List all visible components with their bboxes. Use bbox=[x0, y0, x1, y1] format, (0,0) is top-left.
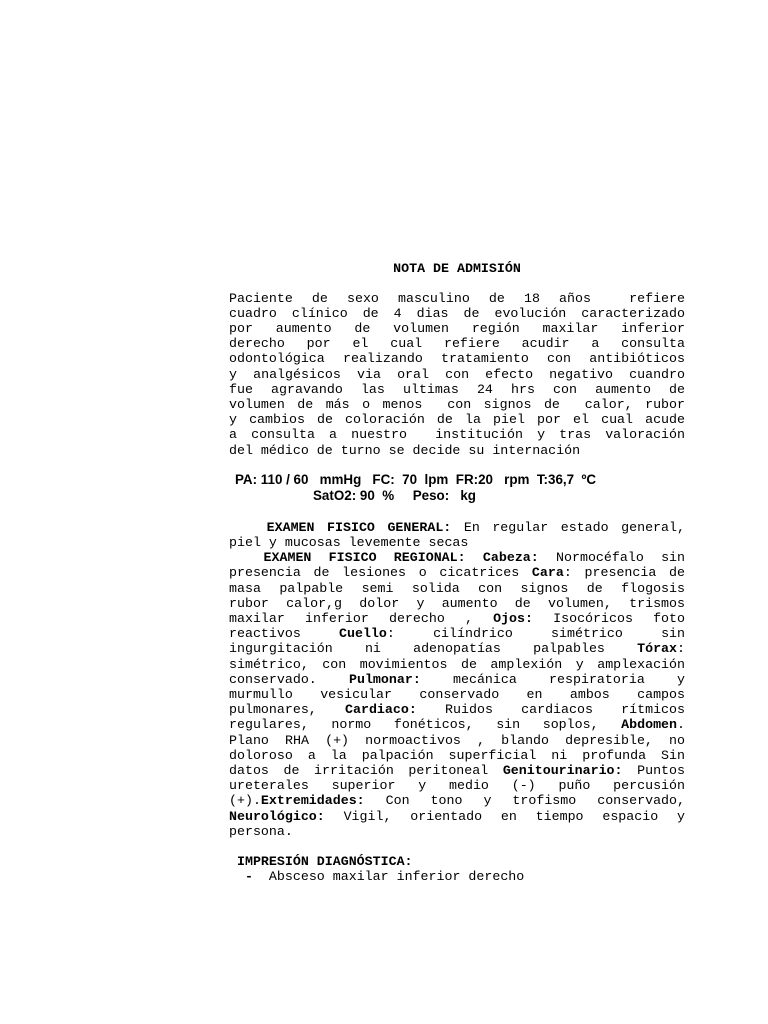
vital-signs-row-1: PA: 110 / 60 mmHg FC: 70 lpm FR:20 rpm T:36,7 ºC bbox=[235, 471, 597, 487]
exam-regional-line bbox=[229, 550, 685, 565]
neurologico-label: Neurológico: bbox=[229, 808, 325, 824]
impression-item bbox=[229, 869, 685, 884]
exam-line bbox=[229, 702, 685, 717]
exam-text: pulmonares, bbox=[229, 702, 345, 718]
history-line: volumen de más o menos con signos de calor, rubor bbox=[229, 397, 685, 413]
exam-text: maxilar inferior derecho , bbox=[229, 611, 494, 627]
cuello-text: : cilíndrico simétrico sin bbox=[386, 626, 686, 642]
torax-label: Tórax bbox=[637, 641, 678, 657]
neurologico-text: Vigil, orientado en tiempo espacio y bbox=[324, 808, 685, 824]
cara-label: Cara bbox=[531, 565, 564, 581]
cardiaco-label: Cardiaco: bbox=[345, 702, 417, 718]
exam-text: ingurgitación ni adenopatías palpables bbox=[229, 641, 638, 657]
exam-text: reactivos bbox=[229, 626, 340, 642]
abdomen-text: . bbox=[677, 717, 685, 733]
exam-line bbox=[229, 626, 685, 641]
exam-line: doloroso a la palpación superficial ni profunda Sin bbox=[229, 747, 685, 763]
history-line: por aumento de volumen región maxilar inferior bbox=[229, 321, 685, 336]
cabeza-text: Normocéfalo sin bbox=[538, 550, 686, 566]
abdomen-label: Abdomen bbox=[621, 717, 678, 733]
cardiaco-text: Ruidos cardiacos rítmicos bbox=[416, 702, 685, 718]
exam-text: datos de irritación peritoneal bbox=[229, 763, 503, 779]
exam-general-line bbox=[229, 520, 685, 535]
genitourinario-text: Puntos bbox=[622, 763, 685, 779]
exam-line: persona. bbox=[229, 823, 293, 839]
bullet-dash: - bbox=[244, 869, 253, 885]
exam-line: ureterales superior y medio (-) puño percusión bbox=[229, 778, 685, 794]
genitourinario-label: Genitourinario: bbox=[502, 763, 623, 779]
torax-text: : bbox=[677, 641, 685, 657]
exam-text: (+). bbox=[229, 793, 261, 809]
exam-line: piel y mucosas levemente secas bbox=[229, 535, 469, 551]
exam-line bbox=[229, 611, 685, 626]
exam-general-label: EXAMEN FISICO GENERAL: bbox=[266, 519, 452, 535]
exam-text: conservado. bbox=[229, 671, 349, 687]
exam-line: masa palpable semi solida con signos de flogosis bbox=[229, 580, 685, 596]
cara-text: : presencia de bbox=[563, 565, 686, 581]
history-line: y cambios de coloración de la piel por el cual acude bbox=[229, 412, 685, 428]
cabeza-label: Cabeza: bbox=[482, 550, 539, 566]
exam-line bbox=[229, 565, 685, 580]
history-line: del médico de turno se decide su internación bbox=[229, 442, 581, 458]
exam-line bbox=[229, 793, 685, 808]
history-line: a consulta a nuestro institución y tras valoración bbox=[229, 427, 685, 443]
exam-line: rubor calor,g dolor y aumento de volumen, trismos bbox=[229, 595, 685, 611]
exam-text: presencia de lesiones o cicatrices bbox=[229, 565, 532, 581]
history-line: derecho por el cual refiere acudir a consulta bbox=[229, 336, 685, 352]
exam-line bbox=[229, 672, 685, 687]
diagnostic-impression bbox=[229, 854, 685, 884]
impression-item-text: Absceso maxilar inferior derecho bbox=[268, 869, 525, 885]
history-line: odontológica realizando tratamiento con antibióticos bbox=[229, 351, 685, 367]
history-line: Paciente de sexo masculino de 18 años refiere bbox=[229, 290, 685, 306]
exam-line bbox=[229, 717, 685, 732]
extremidades-text: Con tono y trofismo conservado, bbox=[364, 793, 685, 809]
exam-general-text: En regular estado general, bbox=[451, 519, 685, 535]
pulmonar-text: mecánica respiratoria y bbox=[420, 671, 685, 687]
history-line: fue agravando las ultimas 24 hrs con aumento de bbox=[229, 381, 685, 397]
history-line: cuadro clínico de 4 dias de evolución caracterizado bbox=[229, 305, 685, 321]
physical-exam-section bbox=[229, 520, 685, 839]
exam-line: murmullo vesicular conservado en ambos campos bbox=[229, 687, 685, 703]
exam-line: simétrico, con movimientos de amplexión y amplexación bbox=[229, 656, 685, 672]
pulmonar-label: Pulmonar: bbox=[348, 671, 421, 687]
document-page bbox=[229, 261, 685, 885]
ojos-label: Ojos: bbox=[493, 611, 533, 627]
exam-line bbox=[229, 763, 685, 778]
impression-heading bbox=[229, 854, 685, 869]
document-title: NOTA DE ADMISIÓN bbox=[393, 261, 521, 276]
extremidades-label: Extremidades: bbox=[260, 793, 365, 809]
exam-line bbox=[229, 809, 685, 824]
exam-regional-label: EXAMEN FISICO REGIONAL: bbox=[263, 550, 466, 566]
vital-signs bbox=[229, 472, 685, 504]
exam-line bbox=[229, 641, 685, 656]
history-line: y analgésicos via oral con efecto negativo cuandro bbox=[229, 366, 685, 382]
ojos-text: Isocóricos foto bbox=[533, 611, 685, 627]
vital-signs-row-2: SatO2: 90 % Peso: kg bbox=[313, 487, 476, 503]
cuello-label: Cuello bbox=[339, 626, 387, 642]
exam-line: Plano RHA (+) normoactivos , blando depresible, no bbox=[229, 732, 685, 748]
exam-text: regulares, normo fonéticos, sin soplos, bbox=[229, 717, 622, 733]
impression-heading-text: IMPRESIÓN DIAGNÓSTICA: bbox=[236, 854, 413, 870]
clinical-history-paragraph bbox=[229, 291, 685, 458]
